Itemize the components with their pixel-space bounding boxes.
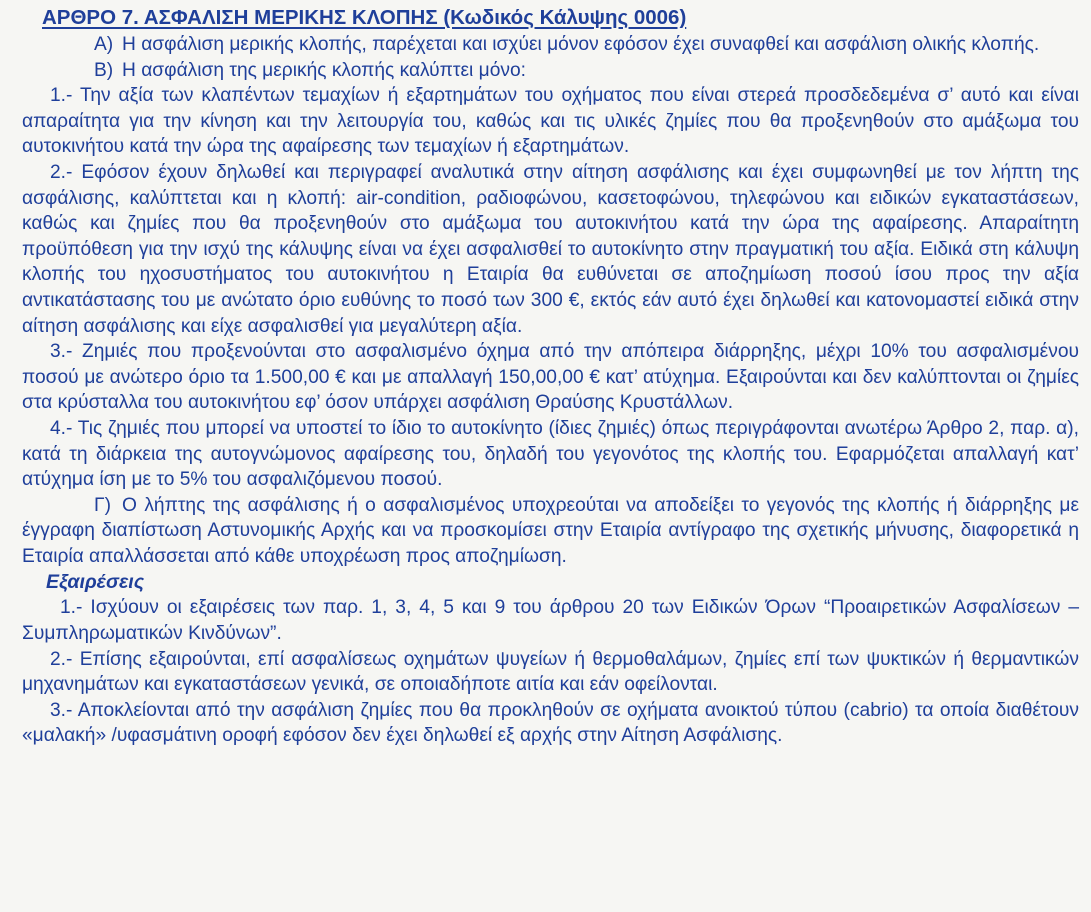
coverage-item-1: 1.- Την αξία των κλαπέντων τεμαχίων ή εξαρτημάτων του οχήματος που είναι στερεά προσδεδεμένα σ’ αυτό και είναι απαραίτητα για την κίνηση και την λειτουργία του, καθώς και τις υλικές ζημίες που θα προξενηθούν στο αμάξωμα του αυτοκινήτου κατά την ώρα της αφαίρεσης των τεμαχίων ή εξαρτημάτων. xyxy=(22,85,1079,158)
section-c-label: Γ) xyxy=(94,494,111,516)
section-a xyxy=(22,32,1079,58)
section-a-label: Α) xyxy=(94,34,114,55)
coverage-item-3: 3.- Ζημιές που προξενούνται στο ασφαλισμένο όχημα από την απόπειρα διάρρηξης, μέχρι 10% του ασφαλισμένου ποσού με ανώτερο όριο τα 1.500,00 € και με απαλλαγή 150,00,00 € κατ’ ατύχημα. Εξαιρούνται και δεν καλύπτονται οι ζημίες στα κρύσταλλα του αυτοκινήτου εφ’ όσον υπάρχει ασφάλιση Θραύσης Κρυστάλλων. xyxy=(22,341,1079,414)
coverage-item-2: 2.- Εφόσον έχουν δηλωθεί και περιγραφεί αναλυτικά στην αίτηση ασφάλισης και έχει συμφωνηθεί με τον λήπτη της ασφάλισης, καλύπτεται και η κλοπή: air-condition, ραδιοφώνου, κασετοφώνου, τηλεφώνου και ειδικών εγκαταστάσεων, καθώς και ζημίες που θα προξενηθούν στο αμάξωμα του αυτοκινήτου κατά την ώρα της αφαίρεσης. Απαραίτητη προϋπόθεση για την ισχύ της κάλυψης είναι να έχει ασφαλισθεί το αυτοκίνητο στην πραγματική του αξία. Ειδικά στη κάλυψη κλοπής του ηχοσυστήματος του αυτοκινήτου η Εταιρία θα ευθύνεται σε αποζημίωση ποσού ίσου προς την αξία αντικατάστασης του με ανώτατο όριο ευθύνης το ποσό των 300 €, εκτός εάν αυτό έχει δηλωθεί και κατονομαστεί ειδικά στην αίτηση ασφάλισης και είχε ασφαλισθεί για μεγαλύτερη αξία. xyxy=(22,161,1079,337)
section-b xyxy=(22,58,1079,84)
section-b-label: Β) xyxy=(94,59,114,81)
section-c xyxy=(22,493,1079,570)
exclusions-title: Εξαιρέσεις xyxy=(46,571,145,594)
article-title: ΑΡΘΡΟ 7. ΑΣΦΑΛΙΣΗ ΜΕΡΙΚΗΣ ΚΛΟΠΗΣ (Κωδικός Κάλυψης 0006) xyxy=(42,6,687,29)
section-b-text: Η ασφάλιση της μερικής κλοπής καλύπτει μόνο: xyxy=(122,59,526,81)
exclusion-item-1: 1.- Ισχύουν οι εξαιρέσεις των παρ. 1, 3, 4, 5 και 9 του άρθρου 20 των Ειδικών Όρων “Προαιρετικών Ασφαλίσεων – Συμπληρωματικών Κινδύνων”. xyxy=(22,597,1079,645)
exclusion-item-3: 3.- Αποκλείονται από την ασφάλιση ζημίες που θα προκληθούν σε οχήματα ανοικτού τύπου (cabrio) τα οποία διαθέτουν «μαλακή» /υφασμάτινη οροφή εφόσον δεν έχει δηλωθεί εξ αρχής στην Αίτηση Ασφάλισης. xyxy=(22,699,1079,747)
section-a-text: Η ασφάλιση μερικής κλοπής, παρέχεται και ισχύει μόνον εφόσον έχει συναφθεί και ασφάλιση ολικής κλοπής. xyxy=(122,34,1040,55)
section-c-text: Ο λήπτης της ασφάλισης ή ο ασφαλισμένος υποχρεούται να αποδείξει το γεγονός της κλοπής ή διάρρηξης με έγγραφη διαπίστωση Αστυνομικής Αρχής και να προσκομίσει στην Εταιρία αντίγραφο της σχετικής μήνυσης, διαφορετικά η Εταιρία απαλλάσσεται από κάθε υποχρέωση προς αποζημίωση. xyxy=(22,494,1079,567)
coverage-item-4: 4.- Τις ζημιές που μπορεί να υποστεί το ίδιο το αυτοκίνητο (ίδιες ζημιές) όπως περιγράφονται ανωτέρω Άρθρο 2, παρ. α), κατά τη διάρκεια της αυτογνώμονος αφαίρεσης του, δηλαδή του γεγονότος της κλοπής του. Εφαρμόζεται απαλλαγή κατ’ ατύχημα ίση με το 5% του ασφαλιζόμενου ποσού. xyxy=(22,417,1079,491)
exclusion-item-2: 2.- Επίσης εξαιρούνται, επί ασφαλίσεως οχημάτων ψυγείων ή θερμοθαλάμων, ζημίες επί των ψυκτικών ή θερμαντικών μηχανημάτων και εγκαταστάσεων γενικά, σε οποιαδήποτε αιτία και εάν οφείλονται. xyxy=(22,648,1079,696)
